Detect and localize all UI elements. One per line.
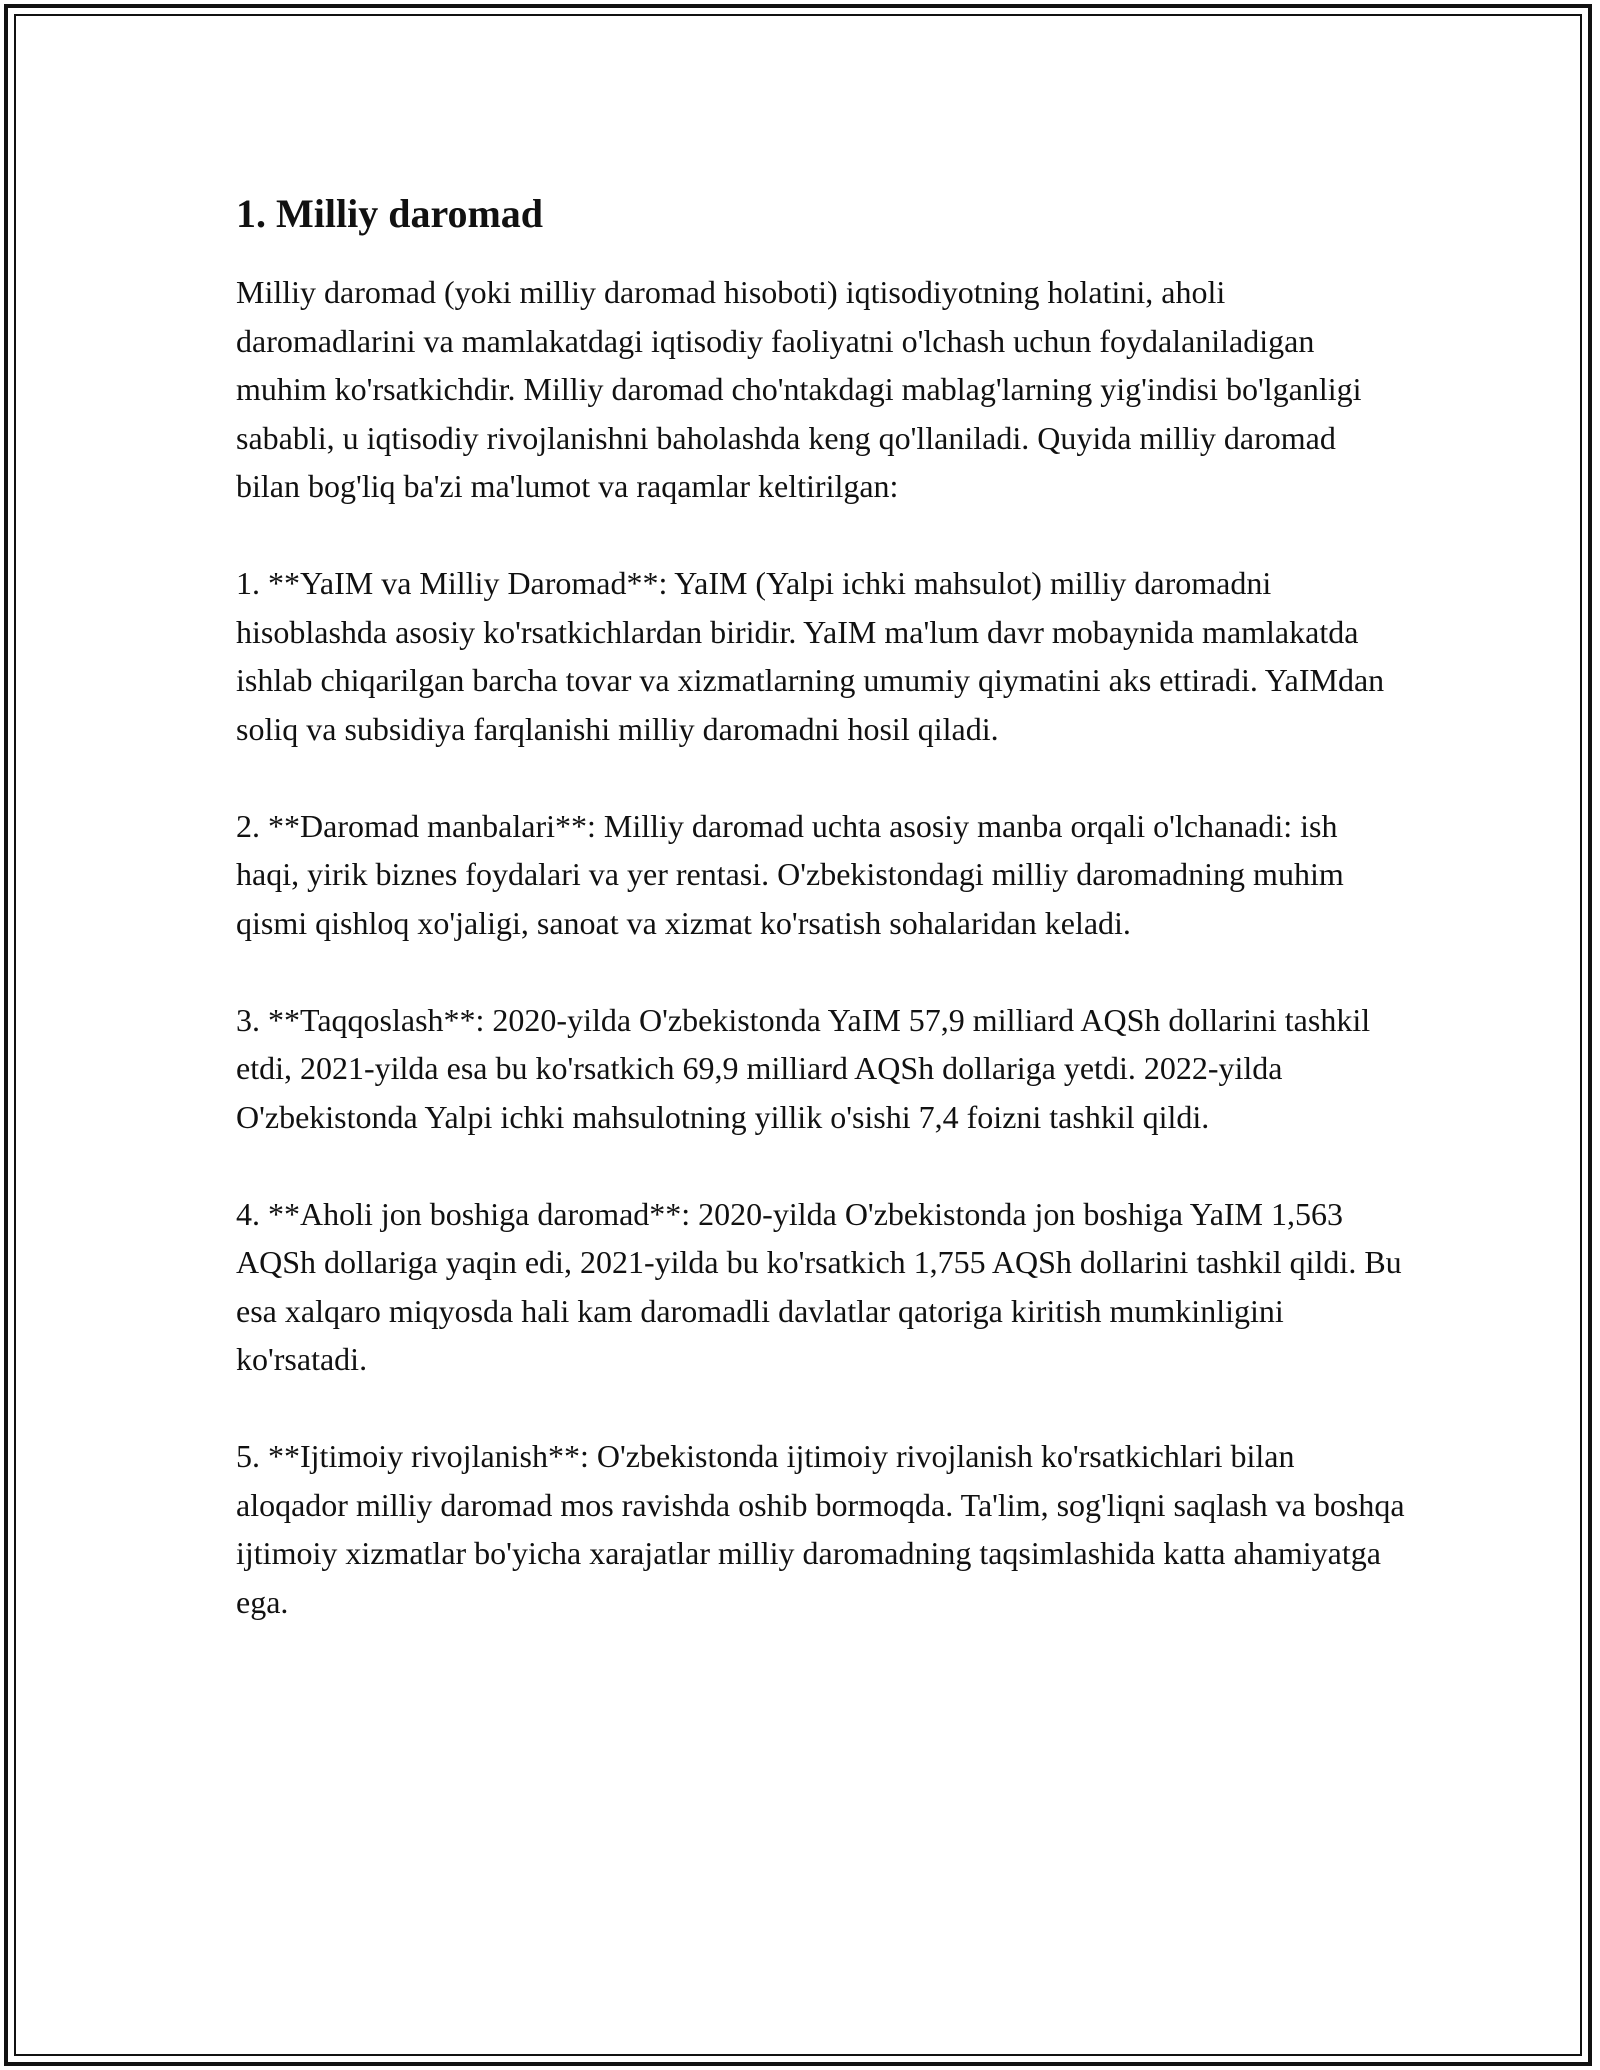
paragraph-item-5: 5. **Ijtimoiy rivojlanish**: O'zbekistonda ijtimoiy rivojlanish ko'rsatkichlari bilan aloqador milliy daromad mos ravishda oshib bormoqda. Ta'lim, sog'liqni saqlash va boshqa ijtimoiy xizmatlar bo'yicha xarajatlar milliy daromadning taqsimlashida katta ahamiyatga ega. [236, 1438, 1405, 1620]
document-title: 1. Milliy daromad [236, 191, 544, 236]
paragraph-item-2: 2. **Daromad manbalari**: Milliy daromad uchta asosiy manba orqali o'lchanadi: ish haqi, yirik biznes foydalari va yer rentasi. O'zbekistondagi milliy daromadning muhim qismi qishloq xo'jaligi, sanoat va xizmat ko'rsatish sohalaridan keladi. [236, 807, 1344, 941]
document-page [236, 184, 1406, 1675]
paragraph-item-4: 4. **Aholi jon boshiga daromad**: 2020-yilda O'zbekistonda jon boshiga YaIM 1,563 AQSh dollariga yaqin edi, 2021-yilda bu ko'rsatkich 1,755 AQSh dollarini tashkil qildi. Bu esa xalqaro miqyosda hali kam daromadli davlatlar qatoriga kiritish mumkinligini ko'rsatadi. [236, 1195, 1402, 1377]
paragraph-item-3: 3. **Taqqoslash**: 2020-yilda O'zbekistonda YaIM 57,9 milliard AQSh dollarini tashkil etdi, 2021-yilda esa bu ko'rsatkich 69,9 milliard AQSh dollariga yetdi. 2022-yilda O'zbekistonda Yalpi ichki mahsulotning yillik o'sishi 7,4 foizni tashkil qildi. [236, 1001, 1371, 1135]
paragraph-intro: Milliy daromad (yoki milliy daromad hisoboti) iqtisodiyotning holatini, aholi daromadlarini va mamlakatdagi iqtisodiy faoliyatni o'lchash uchun foydalaniladigan muhim ko'rsatkichdir. Milliy daromad cho'ntakdagi mablag'larning yig'indisi bo'lganligi sababli, u iqtisodiy rivojlanishni baholashda keng qo'llaniladi. Quyida milliy daromad bilan bog'liq ba'zi ma'lumot va raqamlar keltirilgan: [236, 274, 1362, 504]
paragraph-item-1: 1. **YaIM va Milliy Daromad**: YaIM (Yalpi ichki mahsulot) milliy daromadni hisoblashda asosiy ko'rsatkichlardan biridir. YaIM ma'lum davr mobaynida mamlakatda ishlab chiqarilgan barcha tovar va xizmatlarning umumiy qiymatini aks ettiradi. YaIMdan soliq va subsidiya farqlanishi milliy daromadni hosil qiladi. [236, 565, 1385, 747]
